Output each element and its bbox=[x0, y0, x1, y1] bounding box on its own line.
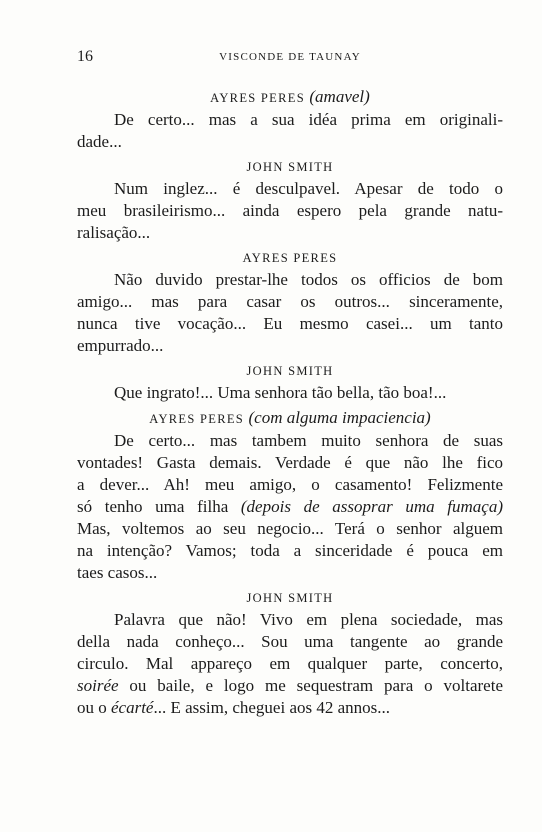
running-title: VISCONDE DE TAUNAY bbox=[219, 51, 361, 63]
stage-direction: (amavel) bbox=[309, 87, 370, 106]
text-line: empurrado... bbox=[77, 336, 164, 355]
text-run: ou baile, e logo me sequestram para o voltarete bbox=[118, 676, 503, 695]
speaker-name: JOHN SMITH bbox=[246, 364, 334, 378]
stage-direction: (depois de assoprar uma fumaça) bbox=[240, 497, 503, 516]
speaker-heading bbox=[77, 587, 503, 609]
text-line: dade... bbox=[77, 132, 122, 151]
text-line: Num inglez... é desculpavel. Apesar de todo o bbox=[114, 179, 503, 198]
text-line: circulo. Mal appareço em qualquer parte, concerto, bbox=[77, 654, 503, 673]
text-line: Mas, voltemos ao seu negocio... Terá o senhor alguem bbox=[77, 519, 503, 538]
dialogue-paragraph bbox=[77, 109, 503, 153]
dialogue-paragraph bbox=[77, 382, 503, 404]
page-number: 16 bbox=[77, 48, 93, 65]
text-line: De certo... mas a sua idéa prima em originali- bbox=[114, 110, 503, 129]
dialogue-paragraph bbox=[77, 609, 503, 719]
text-line: nunca tive vocação... Eu mesmo casei... um tanto bbox=[77, 314, 503, 333]
dialogue-paragraph bbox=[77, 430, 503, 584]
speaker-heading bbox=[77, 86, 503, 109]
text-line: De certo... mas tambem muito senhora de suas bbox=[114, 431, 503, 450]
text-line: a dever... Ah! meu amigo, o casamento! Felizmente bbox=[77, 475, 503, 494]
page-header bbox=[77, 48, 503, 68]
text-line: Palavra que não! Vivo em plena sociedade, mas bbox=[114, 610, 503, 629]
text-line: meu brasileirismo... ainda espero pela grande natu- bbox=[77, 201, 503, 220]
text-line bbox=[77, 675, 503, 697]
dialogue-paragraph bbox=[77, 178, 503, 244]
speaker-heading bbox=[77, 360, 503, 382]
text-line: taes casos... bbox=[77, 563, 158, 582]
speaker-name: AYRES PERES bbox=[149, 412, 245, 426]
stage-direction: (com alguma impaciencia) bbox=[248, 408, 431, 427]
text-run: ou o bbox=[77, 698, 111, 717]
text-line: ralisação... bbox=[77, 223, 151, 242]
text-line: na intenção? Vamos; toda a sinceridade é pouca em bbox=[77, 541, 503, 560]
italic-term: écarté bbox=[111, 698, 154, 717]
text-line: Não duvido prestar-lhe todos os officios de bom bbox=[114, 270, 503, 289]
speaker-name: JOHN SMITH bbox=[246, 591, 334, 605]
speaker-name: AYRES PERES bbox=[242, 251, 338, 265]
speaker-heading bbox=[77, 156, 503, 178]
page-body bbox=[77, 86, 503, 722]
text-line: della nada conheço... Sou uma tangente ao grande bbox=[77, 632, 503, 651]
text-run: ... E assim, cheguei aos 42 annos... bbox=[153, 698, 391, 717]
text-line bbox=[77, 697, 503, 719]
text-run: só tenho uma filha bbox=[77, 497, 241, 516]
text-line: vontades! Gasta demais. Verdade é que não lhe fico bbox=[77, 453, 503, 472]
text-line: Que ingrato!... Uma senhora tão bella, tão boa!... bbox=[114, 383, 447, 402]
text-line bbox=[77, 496, 503, 518]
speaker-heading bbox=[77, 407, 503, 430]
dialogue-paragraph bbox=[77, 269, 503, 357]
text-line: amigo... mas para casar os outros... sinceramente, bbox=[77, 292, 503, 311]
italic-term: soirée bbox=[77, 676, 119, 695]
speaker-name: JOHN SMITH bbox=[246, 160, 334, 174]
speaker-name: AYRES PERES bbox=[210, 91, 305, 105]
speaker-heading bbox=[77, 247, 503, 269]
